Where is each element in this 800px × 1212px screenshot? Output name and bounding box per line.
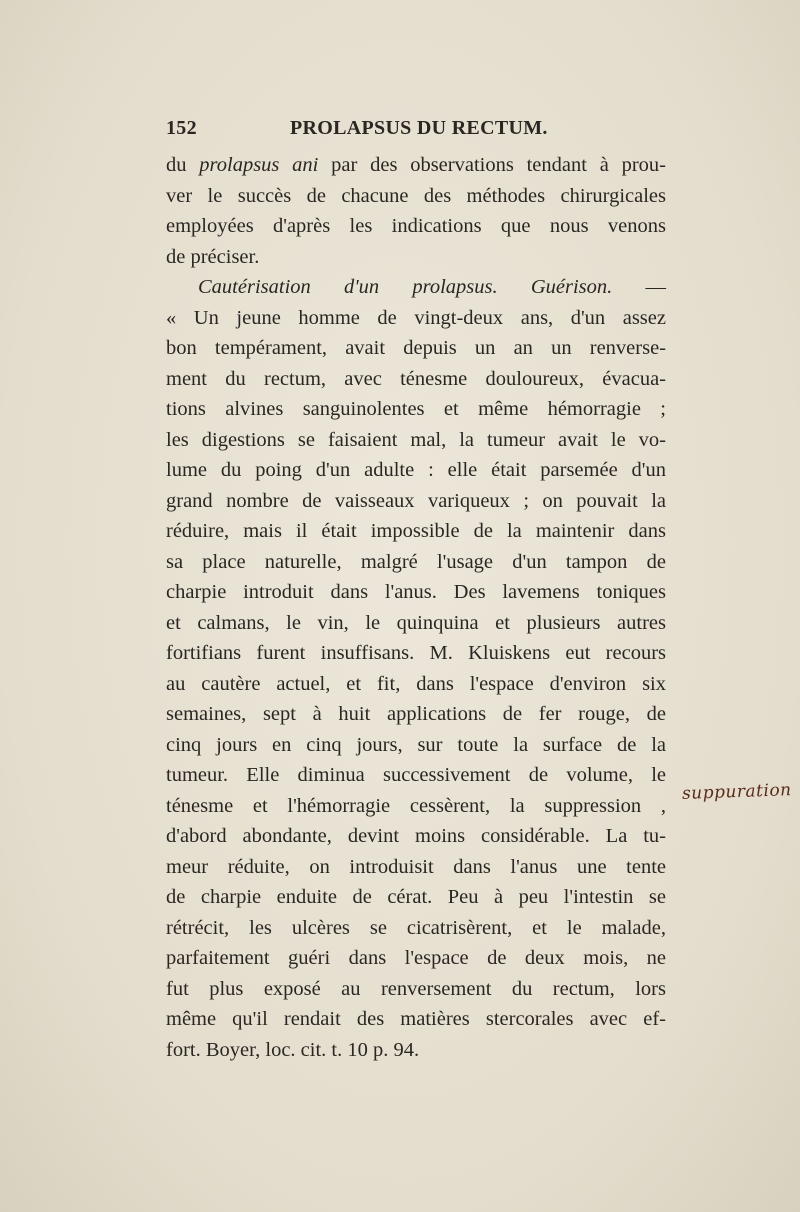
text-line: fut plus exposé au renversement du rectum, lors (166, 977, 666, 1000)
page-number: 152 (166, 117, 197, 139)
body-text (166, 150, 666, 1065)
text-line: de charpie enduite de cérat. Peu à peu l'intestin se (166, 886, 666, 908)
text-line: réduire, mais il était impossible de la maintenir dans (166, 520, 666, 542)
text-line: les digestions se faisaient mal, la tumeur avait le vo- (166, 428, 666, 451)
text-line: parfaitement guéri dans l'espace de deux mois, ne (166, 947, 666, 969)
section-heading-line: Cautérisation d'un prolapsus. Guérison. — (198, 276, 666, 298)
text-line: employées d'après les indications que nous venons (166, 215, 666, 237)
handwritten-margin-note: suppuration (681, 780, 792, 804)
text-line: bon tempérament, avait depuis un an un renverse- (166, 337, 666, 359)
text-line: de préciser. (166, 245, 260, 268)
text-line: fortifians furent insuffisans. M. Kluiskens eut recours (166, 642, 666, 664)
text-line: d'abord abondante, devint moins considérable. La tu- (166, 825, 666, 847)
text-line: fort. Boyer, loc. cit. t. 10 p. 94. (166, 1038, 420, 1061)
text-line: cinq jours en cinq jours, sur toute la surface de la (166, 733, 666, 756)
text-line: au cautère actuel, et fit, dans l'espace d'environ six (166, 672, 666, 695)
text-line: lume du poing d'un adulte : elle était parsemée d'un (166, 459, 666, 481)
text-line: « Un jeune homme de vingt-deux ans, d'un assez (166, 306, 666, 329)
text-line: meur réduite, on introduisit dans l'anus une tente (166, 855, 666, 878)
text-line: et calmans, le vin, le quinquina et plusieurs autres (166, 611, 666, 634)
text-line: rétrécit, les ulcères se cicatrisèrent, et le malade, (166, 916, 666, 939)
text-line: grand nombre de vaisseaux variqueux ; on pouvait la (166, 489, 666, 512)
text-line: sa place naturelle, malgré l'usage d'un tampon de (166, 550, 666, 573)
text-line: ver le succès de chacune des méthodes chirurgicales (166, 184, 666, 207)
running-title: PROLAPSUS DU RECTUM. (290, 117, 548, 139)
text-line: même qu'il rendait des matières stercorales avec ef- (166, 1008, 666, 1030)
page-header (166, 117, 666, 143)
text-line: tumeur. Elle diminua successivement de volume, le (166, 764, 666, 786)
text-line: ténesme et l'hémorragie cessèrent, la suppression , (166, 794, 666, 817)
text-line: semaines, sept à huit applications de fer rouge, de (166, 703, 666, 725)
text-line: du prolapsus ani par des observations tendant à prou- (166, 154, 666, 176)
text-line: tions alvines sanguinolentes et même hémorragie ; (166, 398, 666, 420)
text-line: ment du rectum, avec ténesme douloureux, évacua- (166, 367, 666, 390)
text-line: charpie introduit dans l'anus. Des lavemens toniques (166, 581, 666, 603)
